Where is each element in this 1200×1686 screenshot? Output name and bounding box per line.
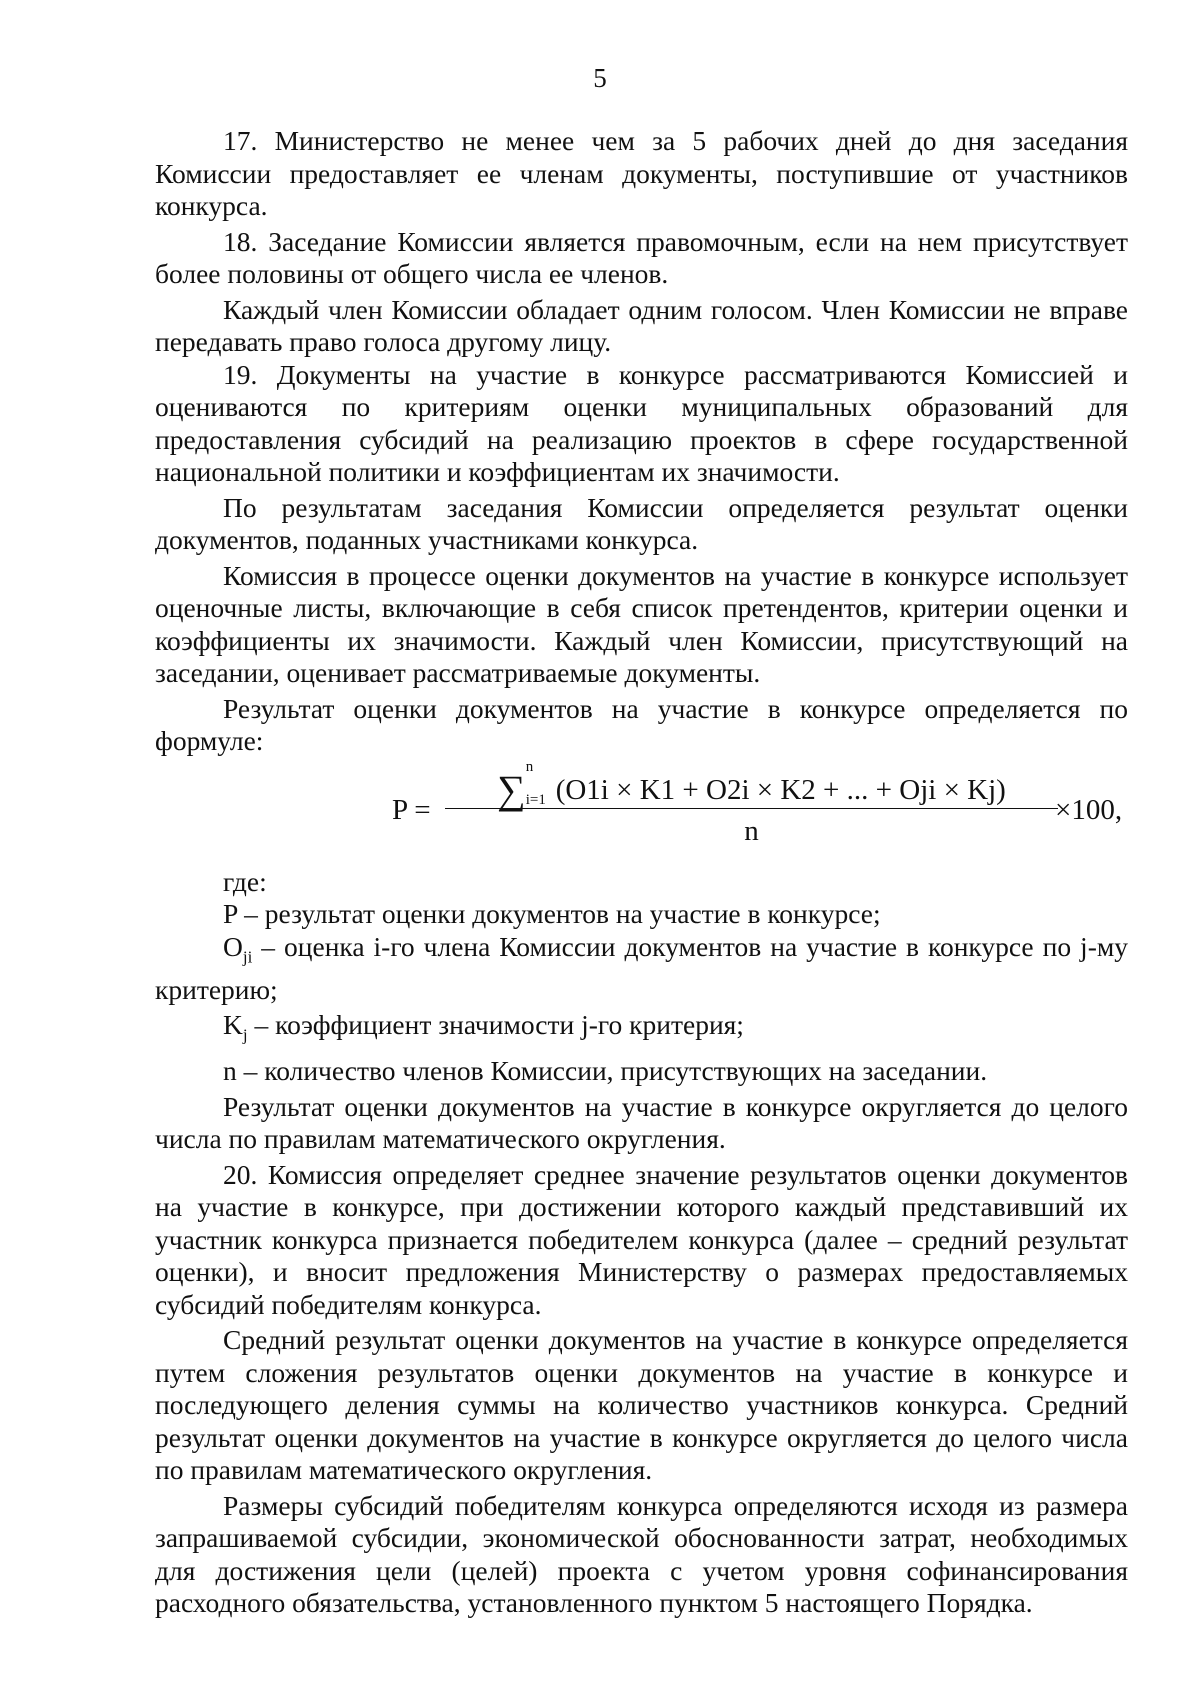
- document-body: [155, 125, 1128, 1620]
- definition-n: n – количество членов Комиссии, присутствующих на заседании.: [223, 1055, 988, 1086]
- paragraph-17: 17. Министерство не менее чем за 5 рабочих дней до дня заседания Комиссии предоставляет ее членам документы, поступившие от участников конкурса.: [155, 125, 1128, 221]
- paragraph-19-sheets: Комиссия в процессе оценки документов на участие в конкурсе использует оценочные листы, включающие в себя список претендентов, критерии оценки и коэффициенты их значимости. Каждый член Комиссии, присутствующий на заседании, оценивает рассматриваемые документы.: [155, 559, 1128, 688]
- formula-numerator: [445, 758, 1058, 812]
- formula-fraction: [445, 758, 1058, 848]
- o-subscript: ji: [242, 947, 253, 966]
- definition-o: [155, 931, 1128, 1007]
- paragraph-19: 19. Документы на участие в конкурсе рассматриваются Комиссией и оцениваются по критериям оценки муниципальных образований для предоставления субсидий на реализацию проектов в сфере государственной национальной политики и коэффициентам их значимости.: [155, 358, 1128, 487]
- paragraph-20: 20. Комиссия определяет среднее значение результатов оценки документов на участие в конкурсе, при достижении которого каждый представивший их участник конкурса признается победителем конкурса (далее – средний результат оценки), и вносит предложения Министерству о размерах предоставляемых субсидий победителям конкурса.: [155, 1158, 1128, 1320]
- sum-symbol: ∑: [497, 766, 526, 812]
- where-label: где:: [223, 865, 267, 897]
- paragraph-19-formula-intro: Результат оценки документов на участие в конкурсе определяется по формуле:: [155, 692, 1128, 756]
- paragraph-18-vote: Каждый член Комиссии обладает одним голосом. Член Комиссии не вправе передавать право голоса другому лицу.: [155, 293, 1128, 357]
- paragraph-20-sizes: Размеры субсидий победителям конкурса определяются исходя из размера запрашиваемой субсидии, экономической обоснованности затрат, необходимых для достижения цели (целей) проекта с учетом уровня софинансирования расходного обязательства, установленного пунктом 5 настоящего Порядка.: [155, 1489, 1128, 1618]
- definition-p: P – результат оценки документов на участие в конкурсе;: [223, 898, 881, 929]
- definition-k: [155, 1009, 1128, 1052]
- formula-rhs: ×100,: [1055, 793, 1123, 826]
- sum-lower-limit: i=1: [525, 791, 546, 808]
- numerator-expression: (O1i × K1 + O2i × K2 + ... + Oji × Kj): [555, 773, 1006, 806]
- paragraph-20-average: Средний результат оценки документов на участие в конкурсе определяется путем сложения результатов оценки документов на участие в конкурсе и последующего деления суммы на количество участников конкурса. Средний результат оценки документов на участие в конкурсе округляется до целого числа по правилам математического округления.: [155, 1324, 1128, 1485]
- o-text: – оценка i-го члена Комиссии документов на участие в конкурсе по j-му критерию;: [155, 930, 1128, 1005]
- score-formula: [155, 758, 1128, 864]
- sum-limits: [525, 758, 556, 808]
- paragraph-rounding: Результат оценки документов на участие в конкурсе округляется до целого числа по правилам математического округления.: [155, 1090, 1128, 1154]
- k-subscript: j: [242, 1025, 248, 1045]
- paragraph-19-results: По результатам заседания Комиссии определяется результат оценки документов, поданных участниками конкурса.: [155, 491, 1128, 555]
- k-text: – коэффициент значимости j-го критерия;: [247, 1009, 744, 1040]
- o-symbol: O: [223, 930, 243, 962]
- page-number: 5: [593, 63, 607, 93]
- formula-denominator: n: [744, 814, 759, 847]
- formula-lhs: P =: [392, 793, 431, 826]
- paragraph-18: 18. Заседание Комиссии является правомочным, если на нем присутствует более половины от общего числа ее членов.: [155, 225, 1128, 289]
- sum-upper-limit: n: [525, 758, 534, 775]
- k-symbol: K: [223, 1009, 243, 1040]
